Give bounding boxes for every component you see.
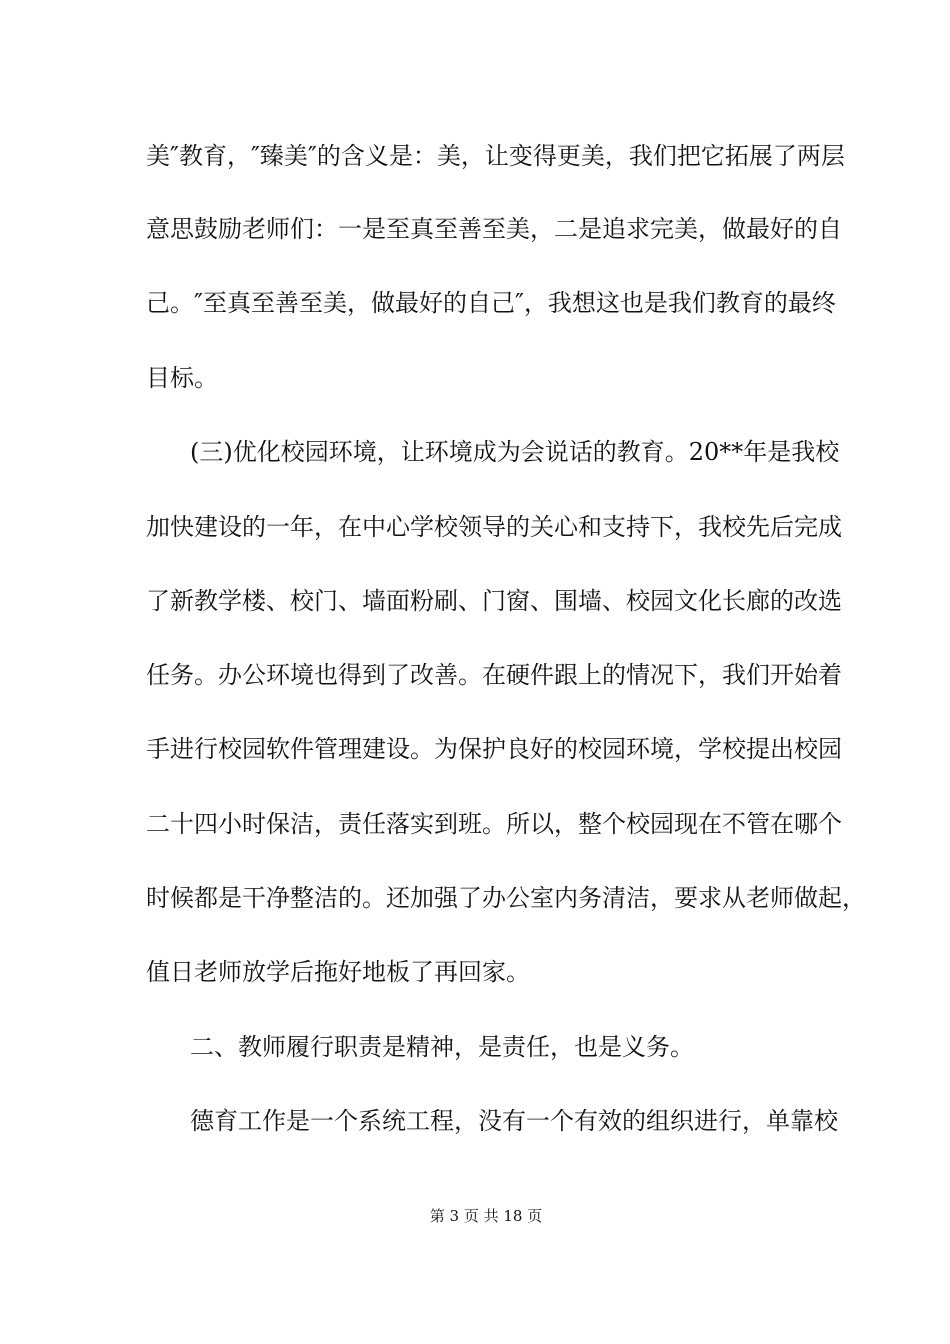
- text-line: 美″教育，″臻美″的含义是：美，让变得更美，我们把它拓展了两层: [146, 142, 845, 170]
- page-number-footer: 第 3 页 共 18 页: [429, 1207, 543, 1225]
- text-line: 时候都是干净整洁的。还加强了办公室内务清洁，要求从老师做起，: [146, 884, 866, 912]
- text-line: 手进行校园软件管理建设。为保护良好的校园环境，学校提出校园: [146, 735, 842, 763]
- text-line: 值日老师放学后拖好地板了再回家。: [146, 958, 530, 986]
- section-heading: 二、教师履行职责是精神，是责任，也是义务。: [190, 1033, 694, 1061]
- paragraph-start-line: (三)优化校园环境，让环境成为会说话的教育。20**年是我校: [190, 438, 840, 466]
- text-line: 意思鼓励老师们：一是至真至善至美，二是追求完美，做最好的自: [146, 215, 842, 243]
- text-line: 了新教学楼、校门、墙面粉刷、门窗、围墙、校园文化长廊的改选: [146, 587, 842, 615]
- text-line: 己。″至真至善至美，做最好的自己″，我想这也是我们教育的最终: [146, 289, 836, 317]
- text-line: 目标。: [146, 364, 218, 392]
- text-line: 二十四小时保洁，责任落实到班。所以，整个校园现在不管在哪个: [146, 810, 842, 838]
- text-line: 加快建设的一年，在中心学校领导的关心和支持下，我校先后完成: [146, 513, 842, 541]
- text-line: 任务。办公环境也得到了改善。在硬件跟上的情况下，我们开始着: [146, 661, 842, 689]
- paragraph-start-line: 德育工作是一个系统工程，没有一个有效的组织进行，单靠校: [190, 1107, 838, 1135]
